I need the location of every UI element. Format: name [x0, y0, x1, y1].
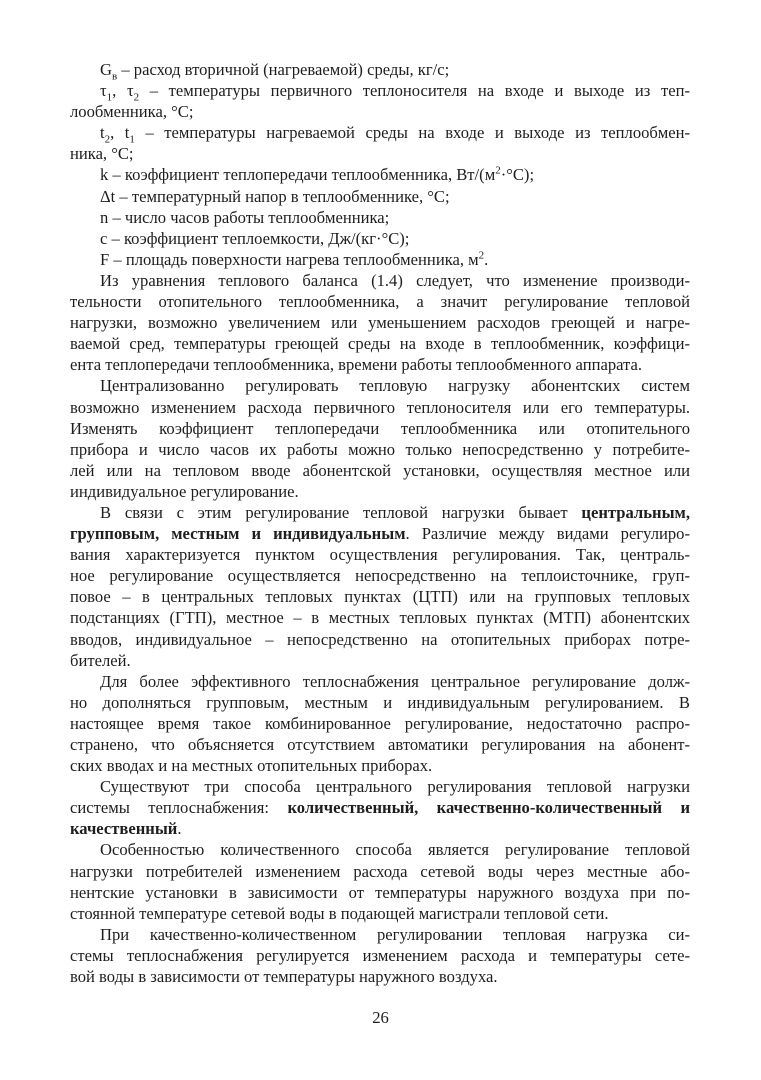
text-line [70, 59, 690, 83]
bold-text: количественный, качественно-количественный и [287, 798, 691, 818]
text-line: вания характеризуется пунктом осуществления регулирования. Так, централь- [70, 545, 690, 565]
superscript: 2 [495, 164, 501, 177]
text-span: . [484, 249, 489, 269]
text-line: повое – в центральных тепловых пунктах (ЦТП) или на групповых тепловых [70, 587, 690, 607]
superscript: 2 [478, 249, 485, 262]
text-line: индивидуальное регулирование. [70, 481, 299, 501]
text-line: Централизованно регулировать тепловую нагрузку абонентских систем [100, 376, 690, 396]
text-line: бителей. [70, 650, 131, 670]
text-line: При качественно-количественном регулировании тепловая нагрузка си- [100, 924, 690, 944]
text-span: t [100, 123, 105, 143]
subscript: в [111, 70, 118, 83]
text-span: – температуры первичного теплоносителя на входе и выходе из теп- [139, 81, 691, 101]
paragraph [70, 59, 690, 83]
bold-text: качественный [70, 819, 178, 839]
paragraph [70, 228, 690, 249]
text-line: Особенностью количественного способа является регулирование тепловой [100, 840, 690, 860]
text-line: с – коэффициент теплоемкости, Дж/(кг·°С); [100, 228, 410, 248]
text-line: стоянной температуре сетевой воды в подающей магистрали тепловой сети. [70, 903, 609, 923]
text-line: стемы теплоснабжения регулируется изменением расхода и температуры сете- [70, 945, 690, 965]
text-line: нагрузки потребителей изменением расхода сетевой воды через местные або- [70, 861, 690, 881]
text-span: – температуры нагреваемой среды на входе и выходе из теплообмен- [134, 123, 690, 143]
text-line [70, 249, 690, 270]
text-span: G [100, 60, 112, 79]
text-line: ника, °С; [70, 144, 134, 164]
text-line: странено, что объясняется отсутствием автоматики регулирования на абонент- [70, 735, 690, 754]
text-line: ное регулирование осуществляется непосредственно на теплоисточнике, груп- [70, 566, 690, 586]
text-line: ента теплопередачи теплообменника, времени работы теплообменного аппарата. [70, 355, 643, 375]
paragraph [70, 249, 690, 270]
text-span: . [177, 819, 182, 839]
paragraph [70, 270, 690, 375]
paragraph [70, 186, 690, 207]
text-span: ·°С); [500, 165, 535, 185]
subscript: 1 [106, 91, 113, 104]
bold-text: групповым, местным и индивидуальным [70, 524, 406, 544]
text-line: прибора и число часов их работы можно только непосредственно у потребите- [70, 439, 690, 459]
text-line: лей или на тепловом вводе абонентской установки, осуществляя местное или [70, 460, 690, 480]
text-line: Изменять коэффициент теплопередачи теплообменника или отопительного [70, 418, 690, 438]
paragraph [70, 375, 690, 502]
text-line: но дополняться групповым, местным и индивидуальным регулированием. В [70, 692, 690, 712]
subscript: 2 [133, 91, 140, 104]
text-span: , τ [112, 81, 134, 101]
text-span: k – коэффициент теплопередачи теплообменника, Вт/(м [100, 165, 496, 185]
text-line: n – число часов работы теплообменника; [100, 207, 390, 227]
text-line [70, 502, 690, 523]
text-line [70, 523, 690, 544]
bold-text: центральным, [581, 502, 690, 522]
text-line: нентские установки в зависимости от температуры наружного воздуха при по- [70, 882, 690, 902]
document-body [70, 59, 690, 987]
paragraph [70, 502, 690, 671]
text-span: F – площадь поверхности нагрева теплообменника, м [100, 249, 479, 269]
text-line: настоящее время такое комбинированное регулирование, недостаточно распро- [70, 713, 690, 733]
subscript: 1 [129, 133, 135, 146]
text-span: системы теплоснабжения: [70, 798, 288, 818]
text-line: возможно изменением расхода первичного теплоносителя или его температуры. [70, 397, 690, 417]
text-line: тельности отопительного теплообменника, а значит регулирование тепловой [70, 292, 690, 312]
text-line: Из уравнения теплового баланса (1.4) следует, что изменение производи- [100, 270, 690, 290]
subscript: 2 [104, 133, 111, 146]
text-line [70, 797, 690, 818]
text-span: τ [100, 81, 107, 101]
text-span: – расход вторичной (нагреваемой) среды, кг/с; [117, 60, 450, 79]
text-span: . Различие между видами регулиро- [405, 524, 690, 544]
text-line: Существуют три способа центрального регулирования тепловой нагрузки [100, 777, 690, 797]
text-line [70, 164, 690, 185]
text-line: Δt – температурный напор в теплообменнике, °С; [100, 186, 450, 206]
text-line [70, 818, 690, 839]
text-line [70, 80, 691, 104]
paragraph [70, 207, 690, 228]
text-line: Для более эффективного теплоснабжения центральное регулирование долж- [100, 671, 690, 691]
text-span: В связи с этим регулирование тепловой нагрузки бывает [100, 502, 582, 522]
text-line: ских вводах и на местных отопительных приборах. [70, 756, 433, 776]
paragraph [70, 164, 690, 185]
paragraph [70, 122, 690, 164]
text-span: , t [110, 123, 130, 143]
text-line [70, 122, 690, 146]
paragraph [70, 839, 690, 923]
paragraph [70, 80, 690, 122]
paragraph [70, 924, 690, 987]
paragraph [70, 671, 690, 776]
page-number: 26 [372, 1008, 389, 1027]
paragraph [70, 776, 690, 839]
text-line: ваемой сред, температуры греющей среды на входе в теплообменник, коэффици- [70, 334, 690, 354]
text-line: вой воды в зависимости от температуры наружного воздуха. [70, 967, 498, 987]
text-line: подстанциях (ГТП), местное – в местных тепловых пунктах (МТП) абонентских [70, 608, 690, 628]
text-line: вводов, индивидуальное – непосредственно на отопительных приборах потре- [70, 629, 690, 649]
text-line: нагрузки, возможно увеличением или уменьшением расходов греющей и нагре- [70, 313, 690, 333]
text-line: лообменника, °С; [70, 102, 194, 122]
